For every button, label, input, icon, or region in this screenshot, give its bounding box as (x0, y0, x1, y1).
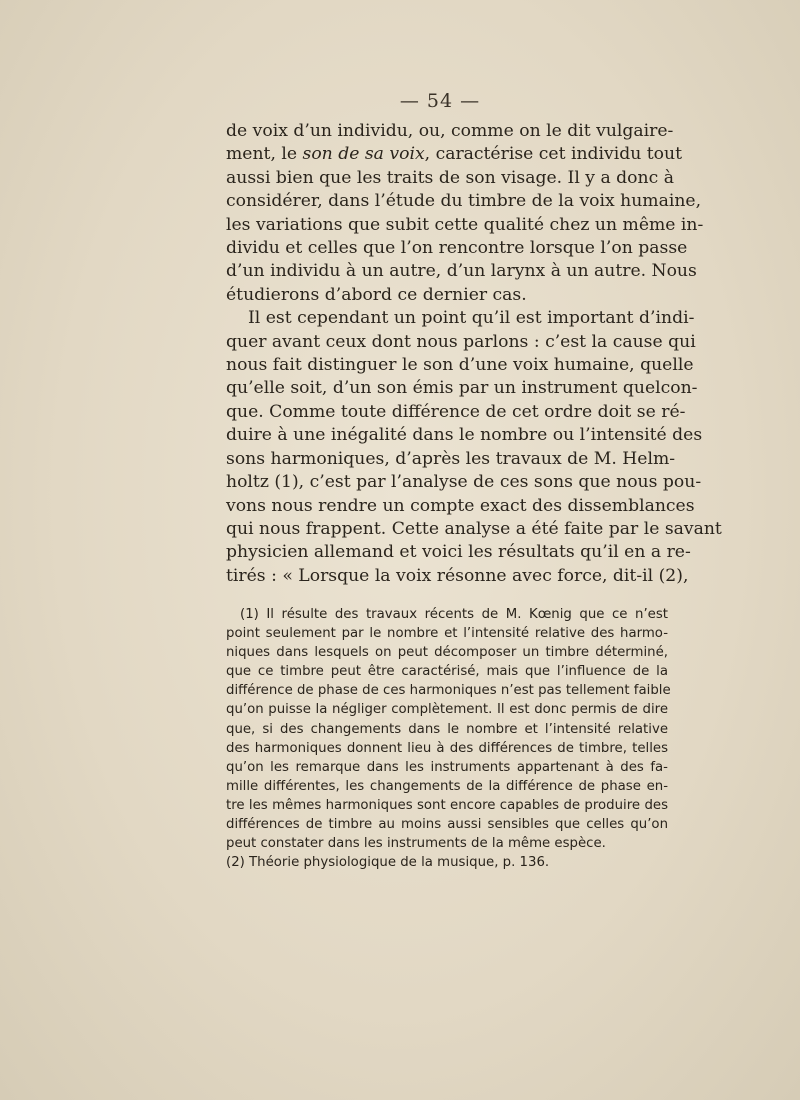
text-line: vons nous rendre un compte exact des dissemblances (226, 495, 695, 516)
footnote-line: peut constater dans les instruments de la même espèce. (226, 836, 606, 852)
text-line: holtz (1), c’est par l’analyse de ces sons que nous pou- (226, 472, 702, 493)
footnote-line: tre les mêmes harmoniques sont encore capables de produire des (226, 797, 668, 813)
text-line: dividu et celles que l’on rencontre lorsque l’on passe (226, 238, 688, 259)
footnote-line: que, si des changements dans le nombre et l’intensité relative (226, 721, 668, 737)
body-text (226, 120, 722, 588)
text-line: Il est cependant un point qu’il est important d’indi- (248, 308, 695, 329)
footnote-line: mille différentes, les changements de la différence de phase en- (226, 778, 668, 794)
text-line: nous fait distinguer le son d’une voix humaine, quelle (226, 355, 694, 376)
text-line: qui nous frappent. Cette analyse a été faite par le savant (226, 518, 722, 539)
text-segment: , caractérise cet individu tout (424, 144, 682, 165)
text-line: duire à une inégalité dans le nombre ou l’intensité des (226, 425, 703, 446)
footnote-line: point seulement par le nombre et l’intensité relative des harmo- (226, 626, 668, 642)
footnote-line: qu’on les remarque dans les instruments appartenant à des fa- (226, 759, 668, 775)
footnotes (226, 605, 671, 872)
text-line (226, 143, 682, 166)
footnote-line: que ce timbre peut être caractérisé, mais que l’influence de la (226, 664, 668, 680)
text-line: de voix d’un individu, ou, comme on le dit vulgaire- (226, 121, 674, 141)
text-line: physicien allemand et voici les résultats qu’il en a re- (226, 542, 691, 563)
text-line: tirés : « Lorsque la voix résonne avec force, dit-il (2), (226, 565, 689, 586)
text-line: qu’elle soit, d’un son émis par un instrument quelcon- (226, 378, 698, 399)
text-line: quer avant ceux dont nous parlons : c’est la cause qui (226, 331, 696, 352)
footnote-line: qu’on puisse la négliger complètement. Il est donc permis de dire (226, 702, 668, 718)
page-number: — 54 — (399, 90, 481, 112)
text-line: d’un individu à un autre, d’un larynx à un autre. Nous (226, 261, 697, 282)
footnote-2: (2) Théorie physiologique de la musique, p. 136. (226, 855, 550, 871)
text-line: les variations que subit cette qualité chez un même in- (226, 214, 704, 235)
text-line: considérer, dans l’étude du timbre de la voix humaine, (226, 191, 702, 212)
text-line: sons harmoniques, d’après les travaux de M. Helm- (226, 448, 676, 469)
text-segment: ment, le (226, 144, 303, 165)
footnote-line: niques dans lesquels on peut décomposer un timbre déterminé, (226, 645, 668, 661)
text-line: que. Comme toute différence de cet ordre doit se ré- (226, 401, 686, 422)
footnote-line: différences de timbre au moins aussi sensibles que celles qu’on (226, 817, 668, 833)
footnote-line: des harmoniques donnent lieu à des différences de timbre, telles (226, 740, 668, 756)
text-line: étudierons d’abord ce dernier cas. (226, 284, 527, 305)
footnote-line: (1) Il résulte des travaux récents de M. Kœnig que ce n’est (240, 607, 668, 622)
text-line: aussi bien que les traits de son visage. Il y a donc à (226, 167, 674, 188)
footnote-line: différence de phase de ces harmoniques n’est pas tellement faible (226, 683, 671, 699)
italic-phrase: son de sa voix (302, 144, 425, 165)
